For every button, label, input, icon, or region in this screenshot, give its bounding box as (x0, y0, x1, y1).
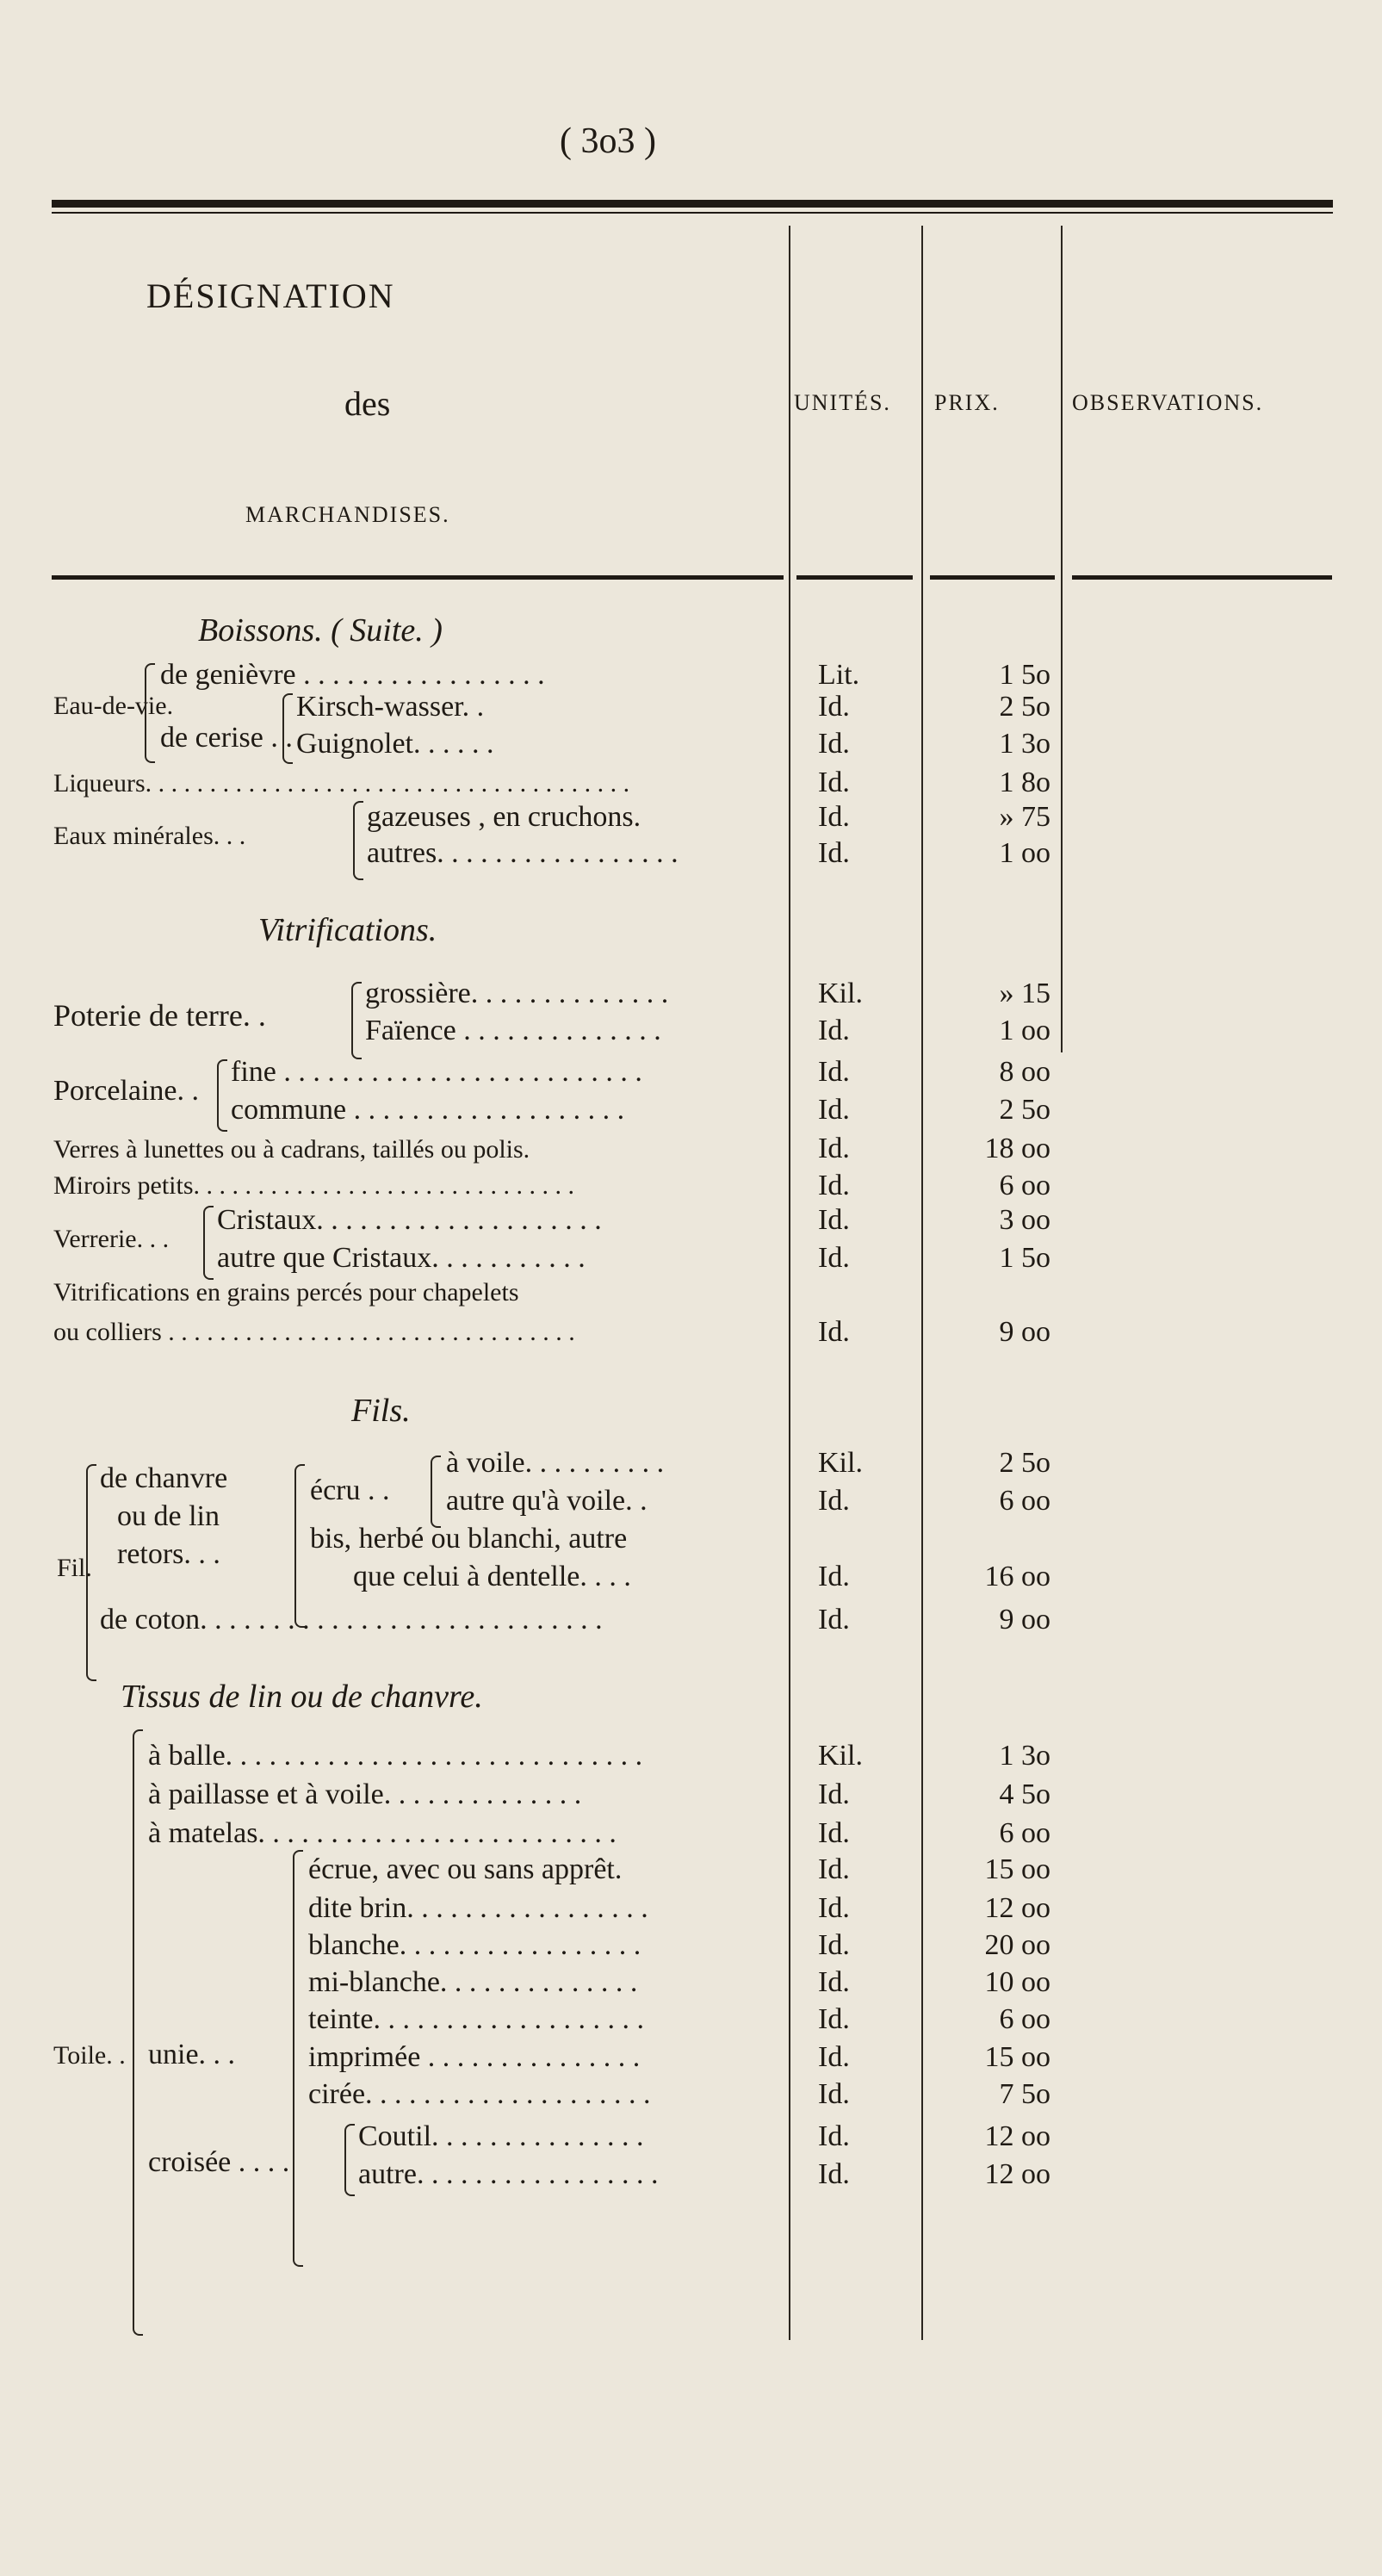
row-label: à voile. . . . . . . . . . (446, 1447, 665, 1479)
row-unit: Id. (818, 1929, 850, 1961)
row-label: Cristaux. . . . . . . . . . . . . . . . . . . . (217, 1204, 602, 1236)
row-label: Miroirs petits. . . . . . . . . . . . . . . . . . . . . . . . . . . . . . (53, 1171, 574, 1200)
row-label: Liqueurs. . . . . . . . . . . . . . . . . . . . . . . . . . . . . . . . . . . . . . (53, 769, 630, 798)
row-label: mi-blanche. . . . . . . . . . . . . . (308, 1966, 638, 1998)
section-boissons: Boissons. ( Suite. ) (198, 612, 443, 649)
header-unites: UNITÉS. (794, 390, 891, 415)
row-unit: Id. (818, 1561, 850, 1592)
column-rule-1 (789, 226, 790, 2340)
row-label: écrue, avec ou sans apprêt. (308, 1853, 623, 1885)
group-unie: unie. . . (148, 2039, 236, 2070)
header-rule-designation (52, 575, 784, 580)
brace-verrerie (203, 1206, 214, 1280)
row-unit: Id. (818, 1170, 850, 1201)
row-unit: Id. (818, 2078, 850, 2110)
row-label: autre qu'à voile. . (446, 1485, 648, 1517)
row-price: 4 5o (999, 1778, 1050, 1810)
row-label: à paillasse et à voile. . . . . . . . . . . . . . (148, 1778, 582, 1810)
row-price: 3 oo (999, 1204, 1050, 1236)
row-label: gazeuses , en cruchons. (367, 801, 641, 833)
row-unit: Id. (818, 1485, 850, 1517)
page-number: ( 3o3 ) (560, 121, 656, 161)
group-ecru: écru . . (310, 1474, 390, 1506)
row-price: 10 oo (984, 1966, 1050, 1998)
row-price: 6 oo (999, 1817, 1050, 1849)
row-unit: Id. (818, 728, 850, 760)
row-price: 9 oo (999, 1604, 1050, 1636)
row-unit: Id. (818, 2120, 850, 2152)
brace-porcelaine (217, 1059, 227, 1132)
header-rule-prix (930, 575, 1055, 580)
row-price: 1 5o (999, 659, 1050, 691)
row-price: 20 oo (984, 1929, 1050, 1961)
brace-eaux-minerales (353, 801, 363, 880)
row-price: 1 oo (999, 837, 1050, 869)
row-unit: Kil. (818, 1740, 863, 1772)
row-price: 1 3o (999, 1740, 1050, 1772)
row-unit: Id. (818, 801, 850, 833)
header-rule-observations (1072, 575, 1332, 580)
row-label: ou colliers . . . . . . . . . . . . . . . . . . . . . . . . . . . . . . . . (53, 1318, 575, 1346)
row-label: de genièvre . . . . . . . . . . . . . . . . . (160, 659, 545, 691)
row-price: 1 3o (999, 728, 1050, 760)
row-unit: Id. (818, 1204, 850, 1236)
row-price: 2 5o (999, 1447, 1050, 1479)
group-poterie: Poterie de terre. . (53, 998, 266, 1033)
row-price: 7 5o (999, 2078, 1050, 2110)
row-unit: Id. (818, 1778, 850, 1810)
row-unit: Id. (818, 1133, 850, 1164)
row-unit: Id. (818, 1853, 850, 1885)
top-rule (52, 200, 1333, 208)
row-price: 12 oo (984, 1892, 1050, 1924)
row-unit: Id. (818, 1604, 850, 1636)
row-label: imprimée . . . . . . . . . . . . . . . (308, 2041, 641, 2073)
row-label: blanche. . . . . . . . . . . . . . . . . (308, 1929, 641, 1961)
row-label: à balle. . . . . . . . . . . . . . . . . . . . . . . . . . . . . (148, 1740, 643, 1772)
group-croisee: croisée . . . . (148, 2146, 290, 2178)
row-price: 6 oo (999, 1485, 1050, 1517)
brace-de-cerise (282, 693, 293, 764)
row-price: 2 5o (999, 691, 1050, 723)
row-unit: Id. (818, 2041, 850, 2073)
group-verrerie: Verrerie. . . (53, 1225, 170, 1253)
row-unit: Id. (818, 1966, 850, 1998)
brace-ecru (431, 1456, 441, 1528)
row-price: » 75 (999, 801, 1050, 833)
section-tissus: Tissus de lin ou de chanvre. (121, 1679, 483, 1715)
row-price: 15 oo (984, 1853, 1050, 1885)
row-price: 16 oo (984, 1561, 1050, 1592)
row-label: Verres à lunettes ou à cadrans, taillés ou polis. (53, 1135, 530, 1164)
row-label: dite brin. . . . . . . . . . . . . . . . . (308, 1892, 648, 1924)
row-price: 12 oo (984, 2120, 1050, 2152)
row-unit: Id. (818, 1316, 850, 1348)
group-eau-de-vie: Eau-de-vie. (53, 692, 174, 720)
row-price: 15 oo (984, 2041, 1050, 2073)
brace-toile (133, 1729, 143, 2336)
top-rule-thin (52, 212, 1333, 214)
row-label: Kirsch-wasser. . (296, 691, 485, 723)
row-price: 1 8o (999, 767, 1050, 798)
group-toile: Toile. . (53, 2041, 126, 2070)
row-label: à matelas. . . . . . . . . . . . . . . . . . . . . . . . . (148, 1817, 617, 1849)
row-unit: Kil. (818, 978, 863, 1009)
vitrifications-grains-line: Vitrifications en grains percés pour chapelets (53, 1278, 519, 1307)
group-eaux-minerales: Eaux minérales. . . (53, 822, 246, 850)
header-designation: DÉSIGNATION (146, 276, 395, 315)
row-label: Coutil. . . . . . . . . . . . . . . (358, 2120, 644, 2152)
group-fil: Fil. (57, 1554, 92, 1582)
row-label: de coton. . . . . . . . . . . . . . . . . . . . . . . . . . . . (100, 1604, 603, 1636)
row-price: 6 oo (999, 2003, 1050, 2035)
row-label: grossière. . . . . . . . . . . . . . (365, 978, 669, 1009)
row-price: 12 oo (984, 2158, 1050, 2190)
brace-fil (86, 1464, 96, 1681)
group-ou-de-lin: ou de lin (117, 1500, 220, 1532)
row-label: autre que Cristaux. . . . . . . . . . . (217, 1242, 586, 1274)
row-price: 1 5o (999, 1242, 1050, 1274)
header-observations: OBSERVATIONS. (1072, 390, 1264, 415)
header-des: des (344, 384, 391, 423)
header-prix: PRIX. (934, 390, 1000, 415)
header-marchandises: MARCHANDISES. (245, 502, 450, 527)
brace-poterie (351, 982, 362, 1059)
row-label: Guignolet. . . . . . (296, 728, 494, 760)
row-unit: Id. (818, 1817, 850, 1849)
brace-eau-de-vie (145, 663, 155, 763)
group-de-cerise: de cerise . . (160, 722, 293, 754)
row-label: cirée. . . . . . . . . . . . . . . . . . . . (308, 2078, 651, 2110)
row-label: que celui à dentelle. . . . (353, 1561, 631, 1592)
section-fils: Fils. (351, 1393, 411, 1429)
row-label: commune . . . . . . . . . . . . . . . . . . . (231, 1094, 625, 1126)
row-unit: Id. (818, 837, 850, 869)
row-label: autre. . . . . . . . . . . . . . . . . (358, 2158, 659, 2190)
row-price: 2 5o (999, 1094, 1050, 1126)
row-unit: Id. (818, 767, 850, 798)
group-de-chanvre: de chanvre (100, 1462, 228, 1494)
row-price: 8 oo (999, 1056, 1050, 1088)
row-unit: Id. (818, 1242, 850, 1274)
row-label: fine . . . . . . . . . . . . . . . . . . . . . . . . . (231, 1056, 642, 1088)
row-label: autres. . . . . . . . . . . . . . . . . (367, 837, 679, 869)
row-label: teinte. . . . . . . . . . . . . . . . . . . (308, 2003, 645, 2035)
row-label: Faïence . . . . . . . . . . . . . . (365, 1015, 661, 1046)
row-unit: Id. (818, 1094, 850, 1126)
row-unit: Id. (818, 2003, 850, 2035)
brace-unie (293, 1850, 303, 2267)
brace-croisee (344, 2124, 355, 2196)
row-unit: Kil. (818, 1447, 863, 1479)
header-rule-unites (796, 575, 913, 580)
row-unit: Id. (818, 1892, 850, 1924)
row-price: 6 oo (999, 1170, 1050, 1201)
row-unit: Lit. (818, 659, 860, 691)
row-price: 1 oo (999, 1015, 1050, 1046)
row-price: 18 oo (984, 1133, 1050, 1164)
row-unit: Id. (818, 1056, 850, 1088)
group-retors: retors. . . (117, 1538, 220, 1570)
row-price: » 15 (999, 978, 1050, 1009)
column-rule-3 (1061, 226, 1063, 1052)
row-unit: Id. (818, 691, 850, 723)
row-price: 9 oo (999, 1316, 1050, 1348)
row-unit: Id. (818, 1015, 850, 1046)
group-porcelaine: Porcelaine. . (53, 1075, 199, 1107)
row-unit: Id. (818, 2158, 850, 2190)
section-vitrifications: Vitrifications. (258, 912, 437, 948)
bis-herbe-line: bis, herbé ou blanchi, autre (310, 1523, 628, 1555)
